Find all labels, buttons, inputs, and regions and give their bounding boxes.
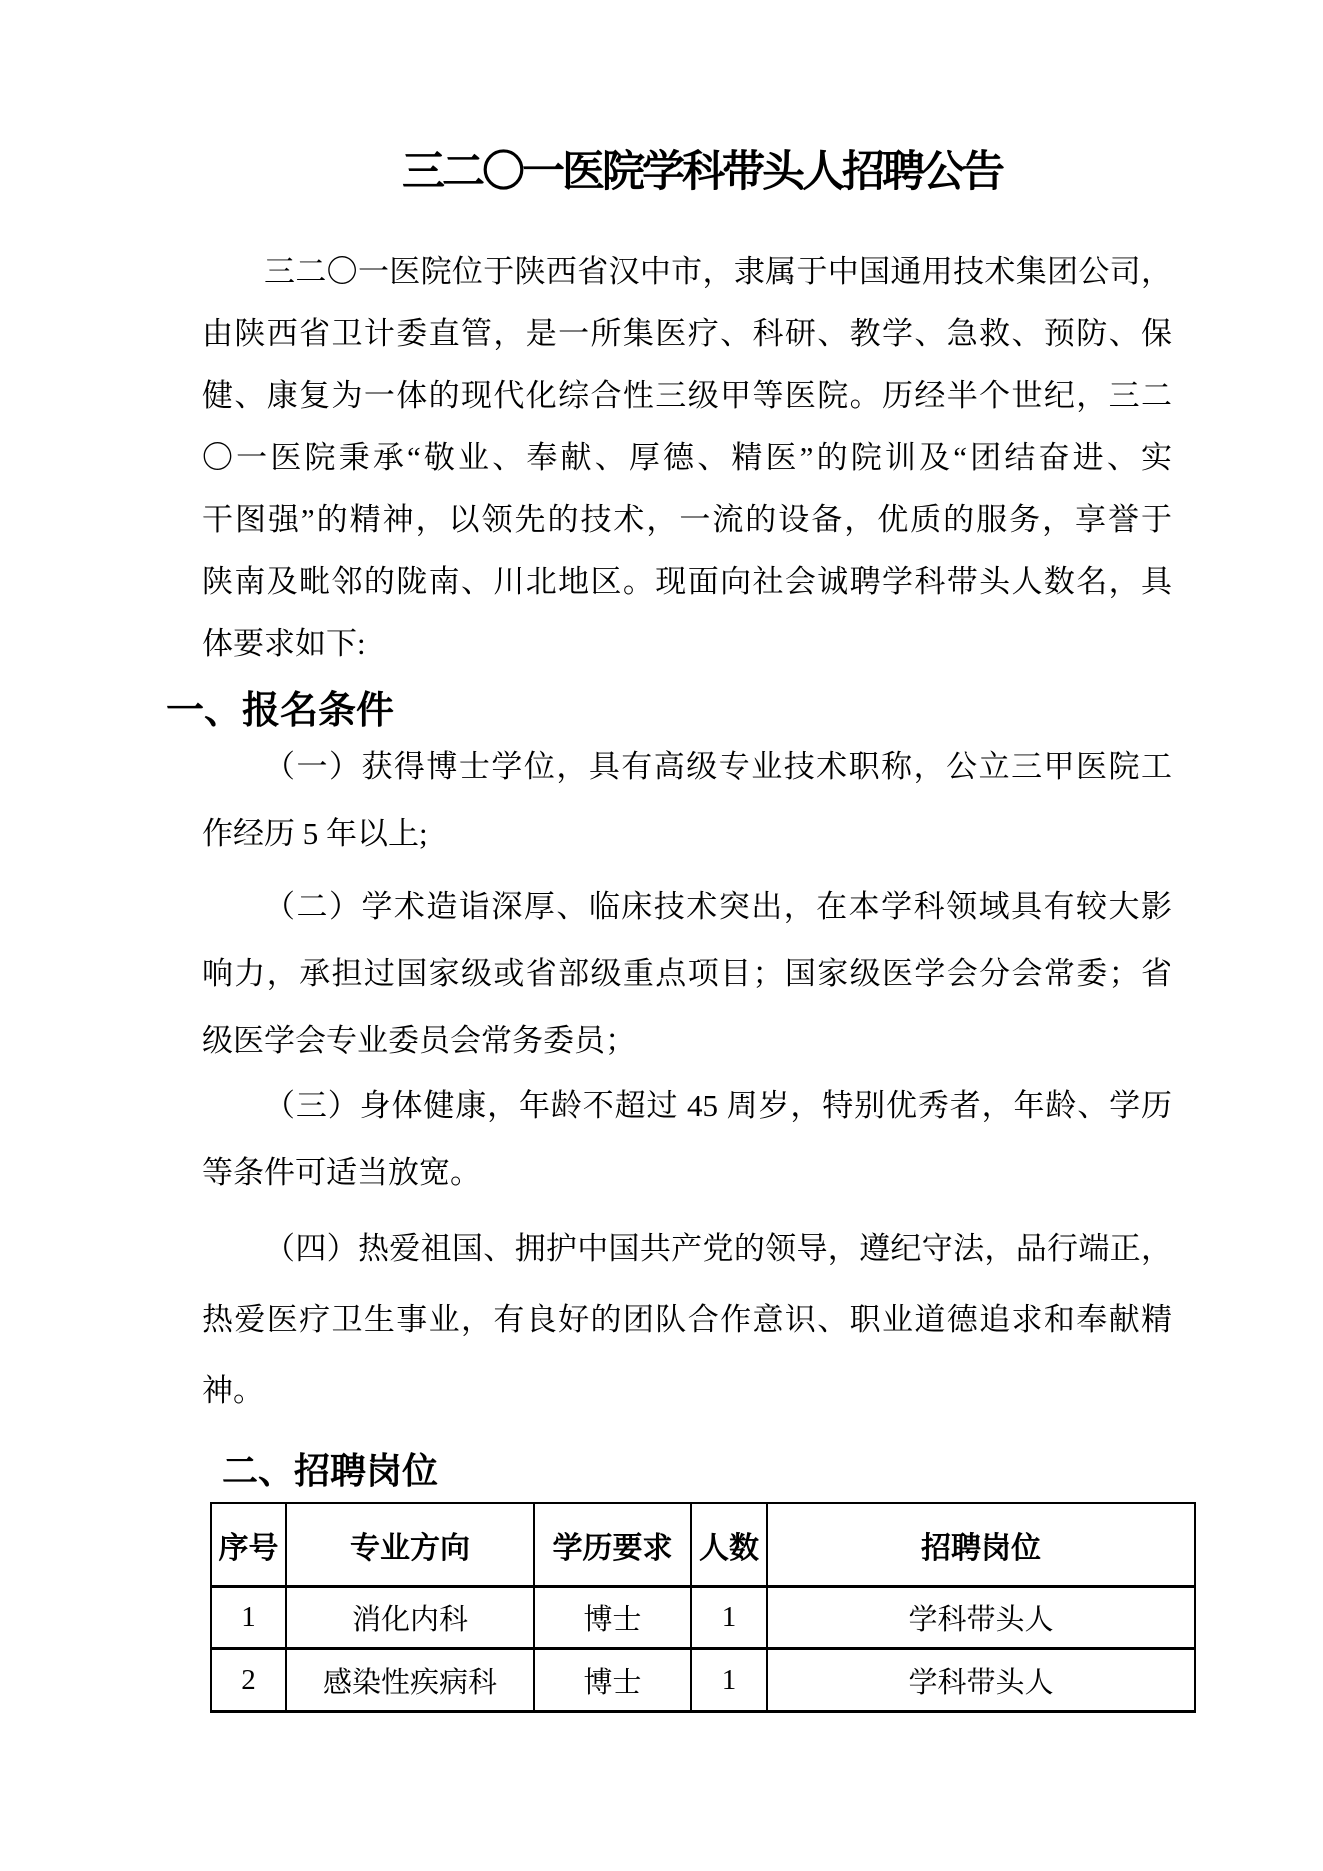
table-header-index: 序号 <box>212 1504 285 1588</box>
condition-line: （四）热爱祖国、拥护中国共产党的领导，遵纪守法，品行端正， <box>264 1231 1172 1266</box>
intro-line: 由陕西省卫计委直管，是一所集医疗、科研、教学、急救、预防、保 <box>202 316 1172 351</box>
condition-item-3 <box>202 1072 1172 1206</box>
table-header-headcount: 人数 <box>690 1504 766 1588</box>
intro-line: 三二〇一医院位于陕西省汉中市，隶属于中国通用技术集团公司， <box>264 254 1172 289</box>
condition-item-1 <box>202 733 1172 867</box>
table-header-education: 学历要求 <box>533 1504 690 1588</box>
intro-line: 陕南及毗邻的陇南、川北地区。现面向社会诚聘学科带头人数名，具 <box>202 564 1172 599</box>
table-cell-education: 博士 <box>533 1650 690 1710</box>
condition-line: （三）身体健康，年龄不超过 45 周岁，特别优秀者，年龄、学历 <box>264 1088 1172 1123</box>
condition-line: 等条件可适当放宽。 <box>202 1155 481 1190</box>
table-cell-index: 2 <box>241 1663 256 1696</box>
intro-line: 健、康复为一体的现代化综合性三级甲等医院。历经半个世纪，三二 <box>202 378 1172 413</box>
table-cell-headcount: 1 <box>690 1588 766 1650</box>
condition-line: 神。 <box>202 1373 264 1408</box>
recruitment-table <box>210 1502 1196 1713</box>
table-cell-index: 1 <box>212 1588 285 1650</box>
table-cell-position: 学科带头人 <box>766 1650 1194 1710</box>
condition-line: 热爱医疗卫生事业，有良好的团队合作意识、职业道德追求和奉献精 <box>202 1302 1172 1337</box>
condition-line: （一）获得博士学位，具有高级专业技术职称，公立三甲医院工 <box>264 749 1172 784</box>
table-header-specialty: 专业方向 <box>285 1504 533 1588</box>
table-cell-education: 博士 <box>533 1588 690 1650</box>
intro-line: 〇一医院秉承“敬业、奉献、厚德、精医”的院训及“团结奋进、实 <box>202 440 1172 475</box>
section-heading-recruitment-positions: 二、招聘岗位 <box>222 1450 439 1491</box>
table-header-position: 招聘岗位 <box>766 1504 1194 1588</box>
section-heading-application-conditions: 一、报名条件 <box>166 690 395 732</box>
condition-line: 作经历 5 年以上; <box>202 816 428 851</box>
table-cell-specialty: 感染性疾病科 <box>285 1650 533 1710</box>
condition-line: （二）学术造诣深厚、临床技术突出，在本学科领域具有较大影 <box>264 889 1172 924</box>
condition-line: 级医学会专业委员会常务委员； <box>202 1023 636 1058</box>
table-cell-position: 学科带头人 <box>766 1588 1194 1650</box>
table-cell-headcount: 1 <box>690 1650 766 1710</box>
condition-line: 响力，承担过国家级或省部级重点项目；国家级医学会分会常委；省 <box>202 956 1172 991</box>
condition-item-2 <box>202 873 1172 1074</box>
intro-line: 干图强”的精神，以领先的技术，一流的设备，优质的服务，享誉于 <box>202 502 1172 537</box>
intro-paragraph <box>202 241 1172 675</box>
intro-line: 体要求如下: <box>202 626 366 661</box>
condition-item-4 <box>202 1213 1172 1426</box>
page-title: 三二〇一医院学科带头人招聘公告 <box>402 148 1002 196</box>
table-cell-specialty: 消化内科 <box>285 1588 533 1650</box>
